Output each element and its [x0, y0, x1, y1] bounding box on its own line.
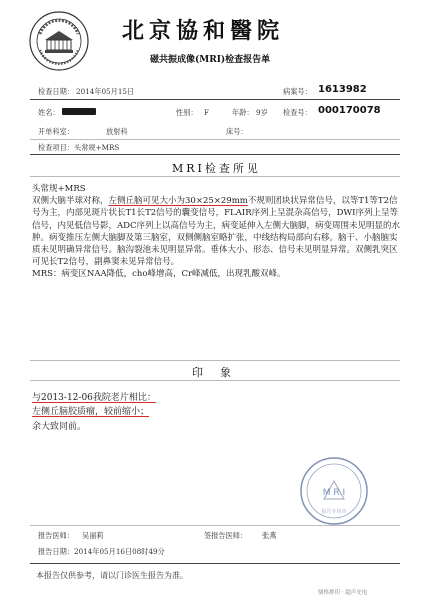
divider-item — [30, 154, 400, 155]
impression-line-2: 左侧丘脑胶质瘤，较前缩小； — [32, 407, 150, 417]
sex-value: F — [204, 108, 209, 117]
dept-value: 放射科 — [106, 127, 128, 136]
sex-label: 性别： — [176, 108, 198, 117]
findings-subtitle: 头常规+MRS — [32, 184, 86, 194]
findings-p1-post: 不规则团块状异常信号，以等T1等T2信号为主，内部见斑片状长T1长T2信号的囊变信号，FLAIR序列上呈混杂高信号，DWI序列上呈等信号，内见低信号影，ADC序列上以高信号为主，病变延伸入左侧大脑脚，病变周围未见明显的水肿。病变推压左侧大脑脚及第三脑室，双侧侧脑室略扩张，中线结构局部向右移。脑干、小脑脑实质未见明确异常信号。脑沟裂池未见明显异常。垂体大小、形态、信号未见明显异常。双侧乳突区可见长T2信号，副鼻窦未见异常信号。 — [32, 196, 400, 268]
mri-stamp — [298, 455, 370, 527]
redacted-name — [62, 108, 96, 115]
report-date-label: 报告日期： — [38, 547, 74, 556]
findings-body — [32, 183, 400, 281]
findings-paragraph-2: MRS：病变区NAA降低，cho峰增高，Cr峰减低，出现乳酸双峰。 — [32, 269, 286, 280]
disclaimer-note: 本报告仅供参考，请以门诊医生报告为准。 — [36, 571, 188, 580]
findings-p1-highlight: 左侧丘脑可见大小为30×25×29mm — [108, 196, 248, 207]
report-title: 磁共振成像(MRI)检查报告单 — [150, 55, 271, 65]
item-label: 检查项目： — [38, 143, 74, 152]
reviewer-name: 张燕 — [262, 531, 277, 540]
divider-top — [30, 99, 400, 100]
divider-bottom — [30, 563, 400, 564]
impression-heading: 印 象 — [192, 366, 234, 379]
reporter-label: 报告医师： — [38, 531, 74, 540]
report-date-value: 2014年05月16日08时49分 — [74, 547, 165, 556]
name-label: 姓名： — [38, 108, 60, 117]
hospital-logo — [28, 10, 90, 72]
divider-findings — [30, 176, 400, 177]
divider-impression-top — [30, 360, 400, 361]
divider-impression — [30, 380, 400, 381]
divider-footer — [30, 525, 400, 526]
exam-no-value: 000170078 — [318, 105, 381, 116]
divider-info — [30, 139, 400, 140]
bed-label: 床号： — [226, 127, 248, 136]
bottom-mark: 鼎格排印 · 超声光电 — [318, 590, 368, 596]
impression-line-3: 余大致同前。 — [32, 422, 87, 432]
impression-line-1: 与2013-12-06我院老片相比： — [32, 393, 156, 403]
exam-no-label: 检查号： — [283, 108, 312, 117]
findings-p1-pre: 双侧大脑半球对称， — [32, 196, 109, 207]
item-value: 头常规+MRS — [74, 143, 120, 152]
age-value: 9岁 — [256, 108, 268, 117]
hospital-name: 北京協和醫院 — [122, 18, 285, 44]
dept-label: 开单科室： — [38, 127, 74, 136]
reporter-name: 吴丽莉 — [82, 531, 104, 540]
record-no-label: 病案号： — [283, 87, 312, 96]
stamp-sub: 报告专用章 — [321, 509, 347, 515]
record-no-value: 1613982 — [318, 84, 367, 95]
exam-date-value: 2014年05月15日 — [76, 87, 135, 96]
findings-paragraph-1 — [32, 195, 400, 268]
age-label: 年龄： — [232, 108, 254, 117]
exam-date-label: 检查日期： — [38, 87, 74, 96]
findings-heading: MRI检查所见 — [172, 162, 261, 175]
reviewer-label: 签报告医师： — [204, 531, 248, 540]
stamp-text: M R I — [322, 488, 346, 498]
